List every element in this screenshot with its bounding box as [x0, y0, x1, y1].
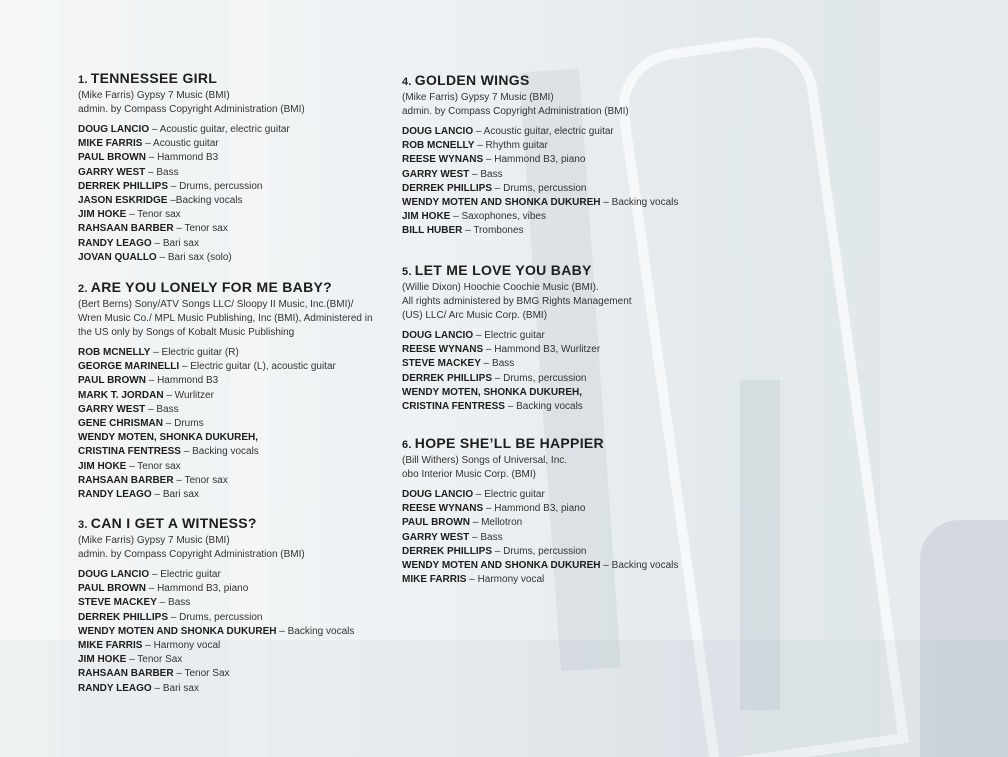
personnel-row: [402, 357, 702, 371]
musician-name: GARRY WEST: [402, 531, 470, 543]
publishing-credit: the US only by Songs of Kobalt Music Publishing: [78, 327, 295, 338]
musician-role: – Bass: [145, 403, 179, 415]
musician-role: – Bari sax: [151, 237, 199, 249]
track-number: 3.: [78, 519, 88, 531]
musician-role: – Electric guitar: [473, 489, 545, 500]
musician-name: RAHSAAN BARBER: [78, 474, 174, 486]
musician-role: – Wurlitzer: [163, 389, 214, 401]
publishing-credit: obo Interior Music Corp. (BMI): [402, 469, 536, 480]
personnel-row: [402, 182, 702, 196]
musician-role: – Drums, percussion: [168, 611, 263, 623]
musician-name: RANDY LEAGO: [78, 237, 152, 249]
personnel-row: [78, 474, 388, 488]
musician-role: – Rhythm guitar: [474, 140, 548, 152]
publishing-credit: (Bert Berns) Sony/ATV Songs LLC/ Sloopy II Music, Inc.(BMI)/: [78, 299, 354, 310]
musician-role: – Harmony vocal: [466, 574, 545, 586]
musician-name: BILL HUBER: [402, 225, 463, 237]
track-5: [402, 262, 702, 414]
track-number: 5.: [402, 266, 412, 278]
track-title-text: HOPE SHE’LL BE HAPPIER: [414, 435, 604, 451]
musician-name: JIM HOKE: [402, 211, 451, 223]
musician-name: DERREK PHILLIPS: [78, 611, 169, 623]
musician-name: DERREK PHILLIPS: [78, 180, 169, 192]
musician-role: – Acoustic guitar: [142, 138, 219, 150]
musician-name: DOUG LANCIO: [78, 569, 150, 580]
musician-role: – Bass: [145, 166, 179, 178]
musician-role: – Tenor sax: [126, 209, 181, 221]
musician-role: – Tenor Sax: [126, 654, 183, 666]
musician-name: DERREK PHILLIPS: [402, 372, 493, 384]
musician-name: WENDY MOTEN, SHONKA DUKUREH,: [78, 432, 259, 444]
track-number: 2.: [78, 283, 88, 295]
personnel-row: [402, 168, 702, 182]
musician-name: JIM HOKE: [78, 460, 127, 472]
musician-role: – Hammond B3, Wurlitzer: [483, 344, 601, 356]
track-title-text: CAN I GET A WITNESS?: [90, 515, 257, 531]
track-title: [402, 262, 702, 278]
musician-name: ROB MCNELLY: [78, 347, 151, 358]
musician-role: – Drums: [163, 418, 204, 430]
publishing-credit: (Bill Withers) Songs of Universal, Inc.: [402, 455, 568, 466]
publishing-credit: (Mike Farris) Gypsy 7 Music (BMI): [402, 92, 554, 103]
musician-name: REESE WYNANS: [402, 344, 484, 356]
musician-name: PAUL BROWN: [78, 375, 146, 387]
personnel-row: [402, 502, 702, 516]
musician-role: – Tenor sax: [173, 223, 228, 235]
musician-role: – Saxophones, vibes: [450, 211, 546, 223]
musician-name: GARRY WEST: [78, 166, 146, 178]
musician-role: – Drums, percussion: [492, 545, 587, 557]
musician-role: – Hammond B3, piano: [145, 583, 249, 595]
track-2: [78, 279, 388, 502]
track-title: [78, 70, 388, 86]
musician-role: – Harmony vocal: [142, 640, 221, 652]
personnel-row: [78, 488, 388, 502]
musician-name: GARRY WEST: [402, 168, 470, 180]
publishing-credit: Wren Music Co./ MPL Music Publishing, Inc (BMI), Administered in: [78, 313, 373, 324]
musician-role: – Hammond B3, piano: [483, 154, 586, 166]
track-title: [402, 435, 702, 451]
personnel-row: [402, 531, 702, 545]
musician-name: RAHSAAN BARBER: [78, 223, 174, 235]
musician-role: – Backing vocals: [180, 446, 259, 458]
personnel-list: [78, 568, 388, 696]
track-number: 1.: [78, 74, 88, 86]
musician-role: – Trombones: [462, 225, 524, 237]
track-number: 6.: [402, 439, 412, 451]
personnel-row: [78, 653, 388, 667]
musician-name: RAHSAAN BARBER: [78, 668, 174, 680]
personnel-list: [402, 488, 702, 587]
personnel-row: [78, 568, 388, 582]
personnel-row: [78, 611, 388, 625]
personnel-list: [402, 125, 702, 239]
musician-name: MIKE FARRIS: [402, 574, 467, 586]
publishing-credit: (Mike Farris) Gypsy 7 Music (BMI): [78, 535, 230, 546]
musician-name: DOUG LANCIO: [402, 489, 474, 500]
personnel-list: [78, 346, 388, 502]
personnel-row: [78, 194, 388, 208]
musician-name: RANDY LEAGO: [78, 489, 152, 501]
personnel-row: [78, 374, 388, 388]
track-1: [78, 70, 388, 265]
musician-role: – Backing vocals: [600, 197, 679, 209]
track-title: [402, 72, 702, 88]
track-number: 4.: [402, 76, 412, 88]
musician-role: – Electric guitar (R): [150, 347, 239, 358]
personnel-row: [402, 196, 702, 210]
personnel-row: [78, 417, 388, 431]
musician-name: GARRY WEST: [78, 403, 146, 415]
personnel-list: [402, 329, 702, 414]
personnel-row: [402, 488, 702, 502]
musician-name: CRISTINA FENTRESS: [78, 446, 181, 458]
musician-role: – Tenor sax: [126, 460, 181, 472]
musician-role: – Hammond B3, piano: [483, 503, 586, 515]
personnel-row: [78, 137, 388, 151]
personnel-row: [402, 516, 702, 530]
personnel-row: [78, 208, 388, 222]
musician-role: – Drums, percussion: [168, 180, 263, 192]
musician-role: – Acoustic guitar, electric guitar: [473, 126, 614, 137]
musician-name: WENDY MOTEN, SHONKA DUKUREH,: [402, 386, 583, 398]
personnel-row: [78, 251, 388, 265]
musician-role: – Bass: [469, 531, 503, 543]
track-title: [78, 279, 388, 295]
personnel-row: [78, 431, 388, 445]
personnel-row: [78, 389, 388, 403]
personnel-row: [78, 596, 388, 610]
musician-name: WENDY MOTEN AND SHONKA DUKUREH: [78, 625, 277, 637]
musician-role: – Bari sax: [151, 682, 199, 694]
publishing-credit: (Willie Dixon) Hoochie Coochie Music (BMI).: [402, 282, 599, 293]
musician-name: DOUG LANCIO: [402, 126, 474, 137]
personnel-row: [78, 237, 388, 251]
musician-name: PAUL BROWN: [78, 152, 146, 164]
personnel-row: [402, 573, 702, 587]
musician-name: JIM HOKE: [78, 654, 127, 666]
personnel-row: [402, 153, 702, 167]
personnel-row: [402, 343, 702, 357]
musician-name: RANDY LEAGO: [78, 682, 152, 694]
personnel-row: [78, 166, 388, 180]
musician-name: JIM HOKE: [78, 209, 127, 221]
publishing-credit: (US) LLC/ Arc Music Corp. (BMI): [402, 310, 548, 321]
personnel-row: [402, 125, 702, 139]
musician-role: – Hammond B3: [145, 152, 219, 164]
musician-name: DERREK PHILLIPS: [402, 545, 493, 557]
musician-name: WENDY MOTEN AND SHONKA DUKUREH: [402, 197, 601, 209]
musician-role: – Backing vocals: [276, 625, 355, 637]
personnel-row: [78, 346, 388, 360]
musician-role: – Drums, percussion: [492, 182, 587, 194]
personnel-list: [78, 123, 388, 265]
track-title-text: TENNESSEE GIRL: [90, 70, 218, 86]
musician-name: JOVAN QUALLO: [78, 251, 157, 263]
personnel-row: [78, 460, 388, 474]
personnel-row: [78, 667, 388, 681]
musician-role: – Backing vocals: [504, 401, 583, 413]
musician-name: CRISTINA FENTRESS: [402, 401, 505, 413]
personnel-row: [78, 582, 388, 596]
musician-name: MARK T. JORDAN: [78, 389, 164, 401]
musician-role: – Mellotron: [469, 517, 523, 529]
musician-role: – Acoustic guitar, electric guitar: [149, 124, 290, 135]
personnel-row: [402, 210, 702, 224]
publishing-credit: admin. by Compass Copyright Administration (BMI): [78, 104, 305, 115]
personnel-row: [402, 139, 702, 153]
musician-role: – Tenor sax: [173, 474, 228, 486]
musician-name: STEVE MACKEY: [402, 358, 481, 370]
publishing-credit: admin. by Compass Copyright Administration (BMI): [402, 106, 629, 117]
musician-role: –Backing vocals: [167, 195, 243, 207]
personnel-row: [402, 545, 702, 559]
musician-role: – Tenor Sax: [173, 668, 230, 680]
track-3: [78, 515, 388, 696]
personnel-row: [78, 180, 388, 194]
musician-name: ROB MCNELLY: [402, 140, 475, 152]
personnel-row: [78, 222, 388, 236]
publishing-credit: admin. by Compass Copyright Administration (BMI): [78, 549, 305, 560]
musician-role: – Drums, percussion: [492, 372, 587, 384]
musician-role: – Backing vocals: [600, 560, 679, 572]
personnel-row: [402, 559, 702, 573]
musician-name: PAUL BROWN: [402, 517, 470, 529]
musician-name: MIKE FARRIS: [78, 640, 143, 652]
musician-role: – Bass: [156, 597, 191, 609]
personnel-row: [78, 403, 388, 417]
musician-name: GEORGE MARINELLI: [78, 361, 180, 373]
musician-name: STEVE MACKEY: [78, 597, 157, 609]
personnel-row: [402, 400, 702, 414]
musician-name: DOUG LANCIO: [78, 124, 150, 135]
personnel-row: [78, 445, 388, 459]
musician-name: DERREK PHILLIPS: [402, 182, 493, 194]
personnel-row: [78, 639, 388, 653]
publishing-credit: All rights administered by BMG Rights Management: [402, 296, 632, 307]
musician-name: WENDY MOTEN AND SHONKA DUKUREH: [402, 560, 601, 572]
musician-name: DOUG LANCIO: [402, 330, 474, 341]
track-title-text: LET ME LOVE YOU BABY: [414, 262, 592, 278]
personnel-row: [402, 224, 702, 238]
personnel-row: [78, 123, 388, 137]
musician-role: – Bari sax: [151, 489, 199, 501]
musician-name: JASON ESKRIDGE: [78, 195, 168, 207]
track-6: [402, 435, 702, 587]
musician-role: – Electric guitar (L), acoustic guitar: [179, 361, 336, 373]
musician-role: – Electric guitar: [149, 569, 221, 580]
musician-role: – Bass: [480, 358, 515, 370]
musician-name: PAUL BROWN: [78, 583, 146, 595]
musician-role: – Bass: [469, 168, 503, 180]
personnel-row: [78, 625, 388, 639]
personnel-row: [78, 682, 388, 696]
musician-name: MIKE FARRIS: [78, 138, 143, 150]
musician-name: GENE CHRISMAN: [78, 418, 164, 430]
musician-role: – Hammond B3: [145, 375, 219, 387]
track-title-text: GOLDEN WINGS: [414, 72, 530, 88]
track-title-text: ARE YOU LONELY FOR ME BABY?: [90, 279, 332, 295]
musician-name: REESE WYNANS: [402, 503, 484, 515]
personnel-row: [402, 372, 702, 386]
personnel-row: [402, 329, 702, 343]
musician-role: – Electric guitar: [473, 330, 545, 341]
personnel-row: [78, 151, 388, 165]
personnel-row: [78, 360, 388, 374]
musician-name: REESE WYNANS: [402, 154, 484, 166]
publishing-credit: (Mike Farris) Gypsy 7 Music (BMI): [78, 90, 230, 101]
track-title: [78, 515, 388, 531]
personnel-row: [402, 386, 702, 400]
track-4: [402, 72, 702, 239]
musician-role: – Bari sax (solo): [156, 251, 232, 263]
